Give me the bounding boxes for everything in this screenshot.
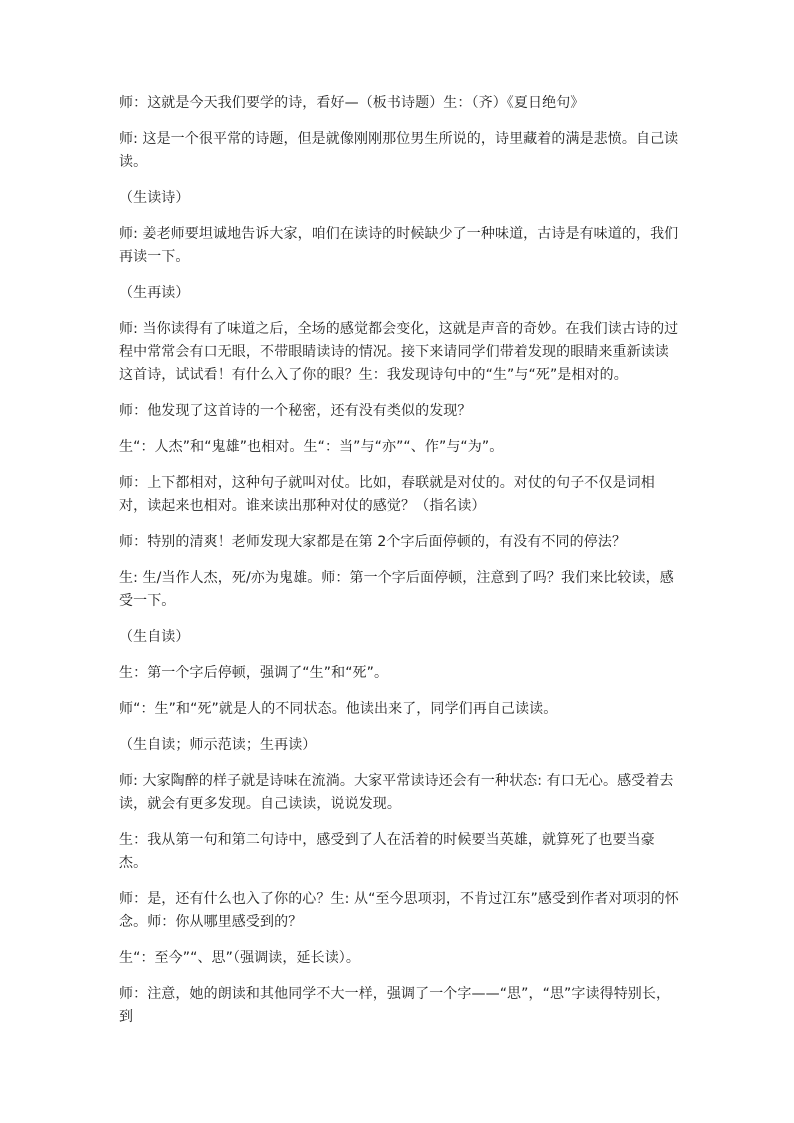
paragraph-10: 师：特别的清爽！老师发现大家都是在第 2个字后面停顿的，有没有不同的停法？ xyxy=(119,534,627,550)
paragraph-8: 生“：人杰”和“鬼雄”也相对。生“：当”与“亦”“、作”与“为”。 xyxy=(119,439,504,455)
paragraph-15: （生自读；师示范读；生再读） xyxy=(119,737,317,753)
paragraph-9: 师：上下都相对，这种句子就叫对仗。比如，春联就是对仗的。对仗的句子不仅是词相对，读起来也相对。谁来读出那种对仗的感觉？（指名读） xyxy=(119,475,655,514)
paragraph-12: （生自读） xyxy=(119,629,190,645)
paragraph-7: 师：他发现了这首诗的一个秘密，还有没有类似的发现？ xyxy=(119,403,472,419)
paragraph-6: 师: 当你读得有了味道之后，全场的感觉都会变化，这就是声音的奇妙。在我们读古诗的过程中常常会有口无眼，不带眼睛读诗的情况。接下来请同学们带着发现的眼睛来重新读读这首诗，试试看！有什么入了你的眼？生：我发现诗句中的“生”与“死”是相对的。 xyxy=(119,321,679,383)
paragraph-16: 师: 大家陶醉的样子就是诗味在流淌。大家平常读诗还会有一种状态: 有口无心。感受着去读，就会有更多发现。自己读读，说说发现。 xyxy=(119,773,674,812)
paragraph-2: 师: 这是一个很平常的诗题，但是就像刚刚那位男生所说的，诗里藏着的满是悲愤。自己读读。 xyxy=(119,131,679,170)
paragraph-11: 生: 生/当作人杰，死/亦为鬼雄。师：第一个字后面停顿，注意到了吗？我们来比较读，感受一下。 xyxy=(119,570,674,609)
paragraph-19: 生“：至今”“、思”（强调读，延长读）。 xyxy=(119,950,361,966)
paragraph-17: 生：我从第一句和第二句诗中，感受到了人在活着的时候要当英雄，就算死了也要当豪杰。 xyxy=(119,832,655,871)
paragraph-20: 师：注意，她的朗读和其他同学不大一样，强调了一个字——“思”，“思”字读得特别长，到 xyxy=(119,986,671,1025)
paragraph-1: 师：这就是今天我们要学的诗，看好—（板书诗题）生：（齐）《夏日绝句》 xyxy=(119,95,585,111)
paragraph-4: 师: 姜老师要坦诚地告诉大家，咱们在读诗的时候缺少了一种味道，古诗是有味道的，我们再读一下。 xyxy=(119,226,679,265)
paragraph-3: （生读诗） xyxy=(119,190,190,206)
paragraph-13: 生：第一个字后停顿，强调了“生”和“死”。 xyxy=(119,665,389,681)
paragraph-5: （生再读） xyxy=(119,285,190,301)
paragraph-14: 师“：生”和“死”就是人的不同状态。他读出来了，同学们再自己读读。 xyxy=(119,701,558,717)
paragraph-18: 师：是，还有什么也入了你的心？生: 从“至今思项羽，不肯过江东”感受到作者对项羽的怀念。师：你从哪里感受到的？ xyxy=(119,891,679,930)
document-body xyxy=(119,92,679,1042)
